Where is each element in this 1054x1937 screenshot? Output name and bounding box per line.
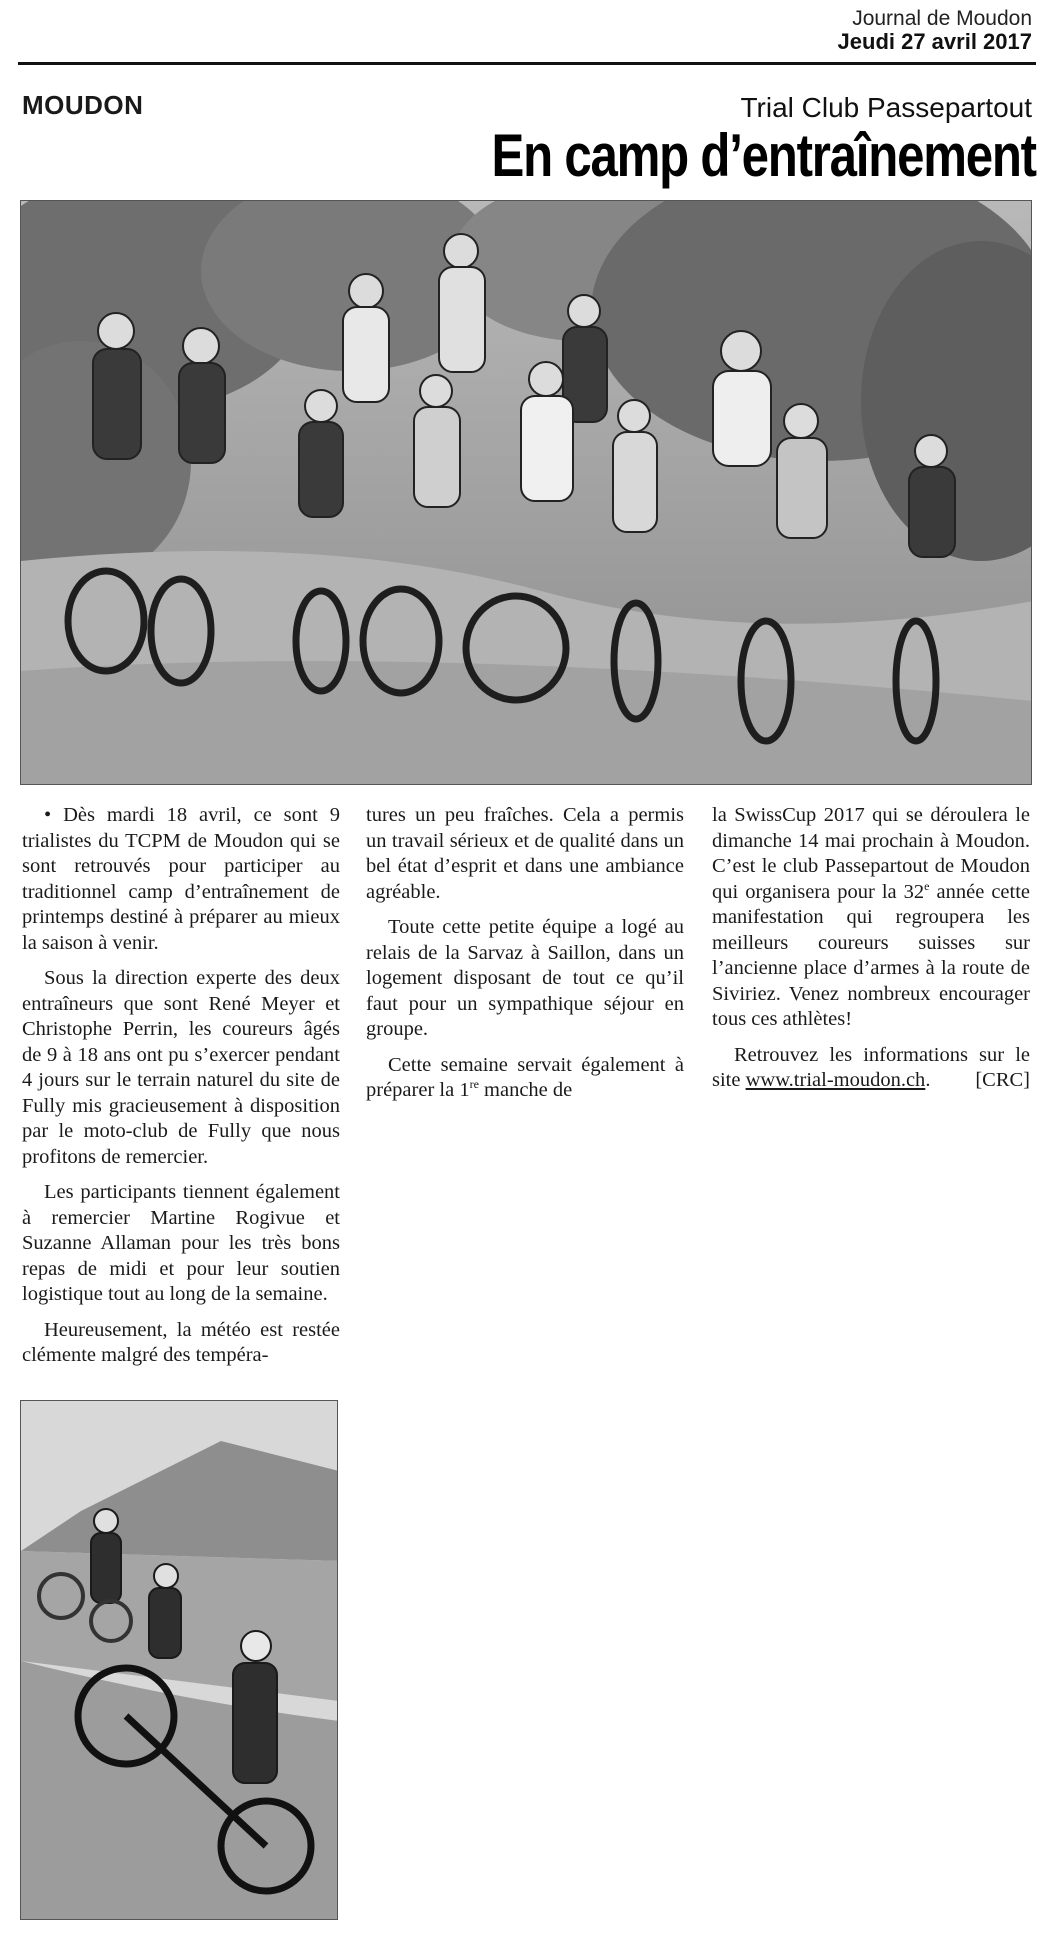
paragraph	[712, 1043, 1030, 1094]
header-rule	[18, 62, 1036, 65]
paragraph	[712, 803, 1030, 1033]
paragraph: Heureusement, la météo est restée clémente malgré des tempéra-	[22, 1318, 340, 1366]
paragraph-text: .	[925, 1069, 931, 1091]
group-photo-illustration	[21, 201, 1032, 785]
paragraph: Toute cette petite équipe a logé au relais de la Sarvaz à Saillon, dans un logement disposant de tout ce qu’il faut pour un sympathique séjour en groupe.	[366, 916, 684, 1040]
website-link[interactable]: www.trial-moudon.ch	[745, 1069, 926, 1091]
superscript: re	[469, 1077, 479, 1092]
publication-name: Journal de Moudon	[852, 7, 1032, 30]
paragraph-text: Retrouvez les informations sur le site	[712, 1043, 1030, 1091]
paragraph-text: Cette semaine servait également à préparer la 1	[366, 1053, 684, 1101]
author-credit: [CRC]	[975, 1069, 1030, 1091]
paragraph-text: année cette manifestation qui regroupera les meilleurs coureurs suisses sur l’ancienne place d’armes à la route de Siviriez. Venez nombreux encourager tous ces athlètes!	[712, 880, 1031, 1030]
paragraph: Sous la direction experte des deux entraîneurs que sont René Meyer et Christophe Perrin, les coureurs âgés de 9 à 18 ans ont pu s’exercer pendant 4 jours sur le terrain naturel du site de Fully mis gracieusement à disposition par le moto-club de Fully que nous profitons de remercier.	[22, 967, 340, 1168]
side-photo	[20, 1400, 338, 1920]
section-label: MOUDON	[22, 90, 144, 120]
paragraph	[366, 1053, 684, 1104]
paragraph: Les participants tiennent également à remercier Martine Rogivue et Suzanne Allaman pour les très bons repas de midi et pour leur soutien logistique tout au long de la semaine.	[22, 1181, 340, 1305]
article-column-1	[22, 803, 340, 1379]
paragraph: tures un peu fraîches. Cela a permis un travail sérieux et de qualité dans un bel état d’esprit et dans une ambiance agréable.	[366, 804, 684, 903]
article-column-2	[366, 803, 684, 1114]
paragraph-text: la SwissCup 2017 qui se déroulera le dimanche 14 mai prochain à Moudon. C’est le club Passepartout de Moudon qui organisera pour la 32	[712, 804, 1030, 903]
paragraph: • Dès mardi 18 avril, ce sont 9 trialistes du TCPM de Moudon qui se sont retrouvés pour participer au traditionnel camp d’entraînement de printemps destiné à préparer au mieux la saison à venir.	[22, 804, 340, 954]
main-photo	[20, 200, 1032, 785]
publication-date: Jeudi 27 avril 2017	[837, 29, 1032, 54]
paragraph-text: manche de	[478, 1079, 573, 1101]
article-column-3	[712, 803, 1030, 1104]
headline: En camp d’entraînement	[491, 122, 1036, 189]
kicker: Trial Club Passepartout	[740, 92, 1032, 123]
superscript: e	[924, 878, 930, 893]
rider-photo-illustration	[21, 1401, 338, 1920]
